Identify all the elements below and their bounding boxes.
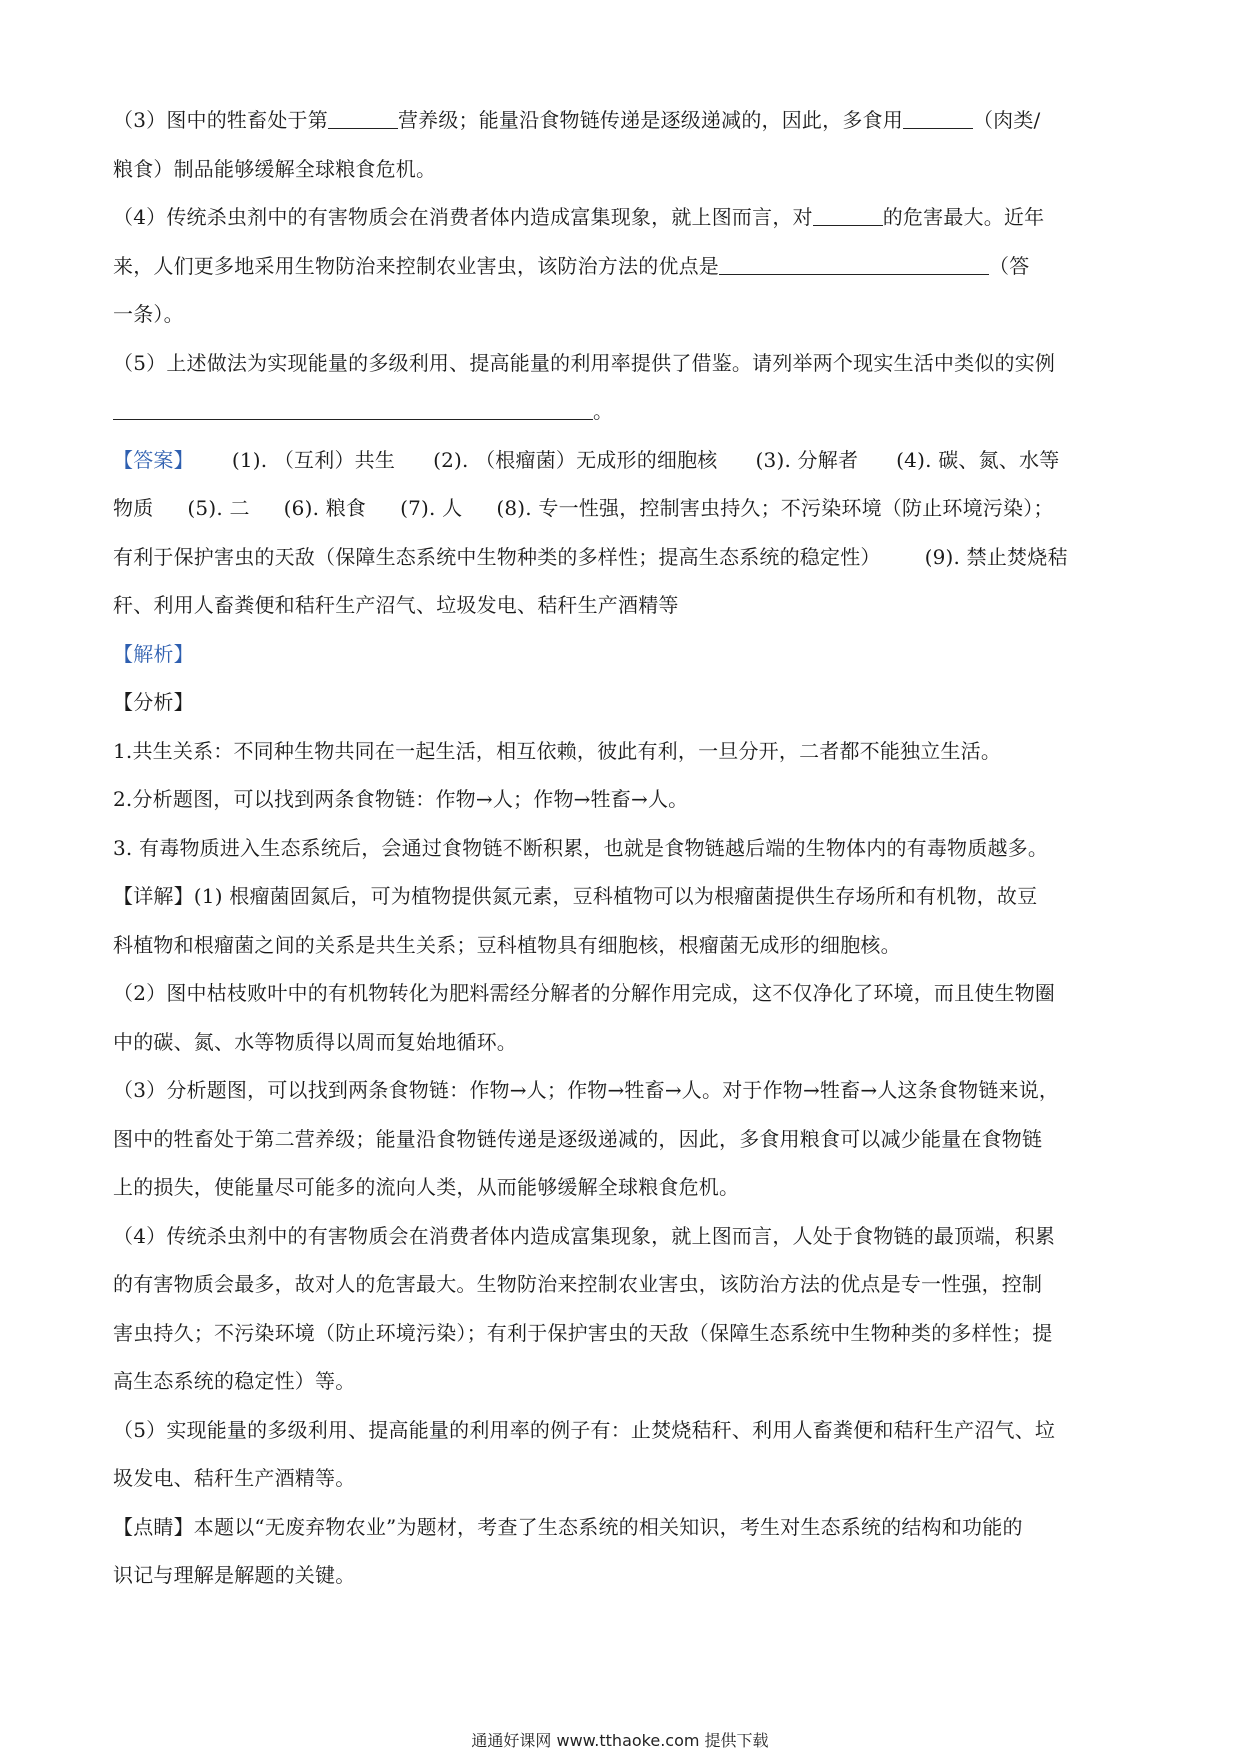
answer-label: 【答案】 bbox=[113, 447, 194, 472]
answer-1: (1). （互利）共生 bbox=[231, 447, 396, 472]
detail-1-line-2: 科植物和根瘤菌之间的关系是共生关系；豆科植物具有细胞核，根瘤菌无成形的细胞核。 bbox=[113, 932, 901, 957]
detail-4-line-3: 害虫持久；不污染环境（防止环境污染）；有利于保护害虫的天敌（保障生态系统中生物种类的多样性；提 bbox=[113, 1320, 1053, 1345]
answer-7: (7). 人 bbox=[400, 496, 463, 520]
q4-text-c: 来，人们更多地采用生物防治来控制农业害虫，该防治方法的优点是 bbox=[113, 253, 719, 278]
answer-9-part-1: (9). 禁止焚烧秸 bbox=[924, 544, 1068, 569]
q4-text-b: 的危害最大。近年 bbox=[882, 205, 1045, 229]
answer-9-part-2: 秆、利用人畜粪便和秸秆生产沼气、垃圾发电、秸秆生产酒精等 bbox=[113, 593, 679, 617]
answer-8-part-2: 有利于保护害虫的天敌（保障生态系统中生物种类的多样性；提高生态系统的稳定性） bbox=[113, 544, 881, 569]
answer-line-3 bbox=[113, 533, 1133, 582]
page-footer: 通通好课网 www.tthaoke.com 提供下载 bbox=[471, 1731, 769, 1750]
answer-line-1 bbox=[113, 436, 1133, 485]
detail-4-line-1: （4）传统杀虫剂中的有害物质会在消费者体内造成富集现象，就上图而言，人处于食物链的最顶端，积累 bbox=[113, 1223, 1056, 1248]
analysis-point-3: 3. 有毒物质进入生态系统后，会通过食物链不断积累，也就是食物链越后端的生物体内的有毒物质越多。 bbox=[113, 835, 1049, 860]
q5-blank bbox=[113, 399, 593, 420]
q5-line-1 bbox=[113, 339, 1133, 388]
detail-2-line-1: （2）图中枯枝败叶中的有机物转化为肥料需经分解者的分解作用完成，这不仅净化了环境，而且使生物圈 bbox=[113, 981, 1056, 1005]
q4-text-e: 一条）。 bbox=[113, 302, 184, 326]
q4-line-1 bbox=[113, 193, 1133, 242]
comment-line-2: 识记与理解是解题的关键。 bbox=[113, 1563, 356, 1587]
answer-6: (6). 粮食 bbox=[283, 496, 367, 520]
q4-line-3 bbox=[113, 290, 1133, 339]
detail-4-line-4: 高生态系统的稳定性）等。 bbox=[113, 1369, 356, 1393]
detail-5-line-1: （5）实现能量的多级利用、提高能量的利用率的例子有：止焚烧秸秆、利用人畜粪便和秸秆生产沼气、垃 bbox=[113, 1417, 1056, 1442]
answer-line-2 bbox=[113, 484, 1133, 533]
answer-2: (2). （根瘤菌）无成形的细胞核 bbox=[433, 447, 718, 472]
document-page bbox=[113, 96, 1133, 1600]
analysis-point-1: 1.共生关系：不同种生物共同在一起生活，相互依赖，彼此有利，一旦分开，二者都不能独立生活。 bbox=[113, 738, 1002, 763]
answer-line-4 bbox=[113, 581, 1133, 630]
detail-2-line-2: 中的碳、氮、水等物质得以周而复始地循环。 bbox=[113, 1029, 517, 1054]
q5-text-a: （5）上述做法为实现能量的多级利用、提高能量的利用率提供了借鉴。请列举两个现实生活中类似的实例 bbox=[113, 350, 1056, 375]
q4-text-d: （答 bbox=[989, 253, 1030, 278]
q3-text-c: （肉类/ bbox=[972, 108, 1041, 132]
q3-line-1 bbox=[113, 96, 1133, 145]
answer-5: (5). 二 bbox=[187, 496, 250, 520]
q3-blank-1 bbox=[328, 108, 398, 129]
q5-text-b: 。 bbox=[593, 399, 614, 423]
q5-line-2 bbox=[113, 387, 1133, 436]
detail-5-line-2: 圾发电、秸秆生产酒精等。 bbox=[113, 1466, 356, 1490]
analysis-point-2: 2.分析题图，可以找到两条食物链：作物→人；作物→牲畜→人。 bbox=[113, 787, 689, 811]
answer-4-part-2: 物质 bbox=[113, 496, 154, 520]
detail-3-line-1: （3）分析题图，可以找到两条食物链：作物→人；作物→牲畜→人。对于作物→牲畜→人这条食物链来说， bbox=[113, 1078, 1060, 1102]
comment-line-1: 【点睛】本题以“无废弃物农业”为题材，考查了生态系统的相关知识，考生对生态系统的结构和功能的 bbox=[113, 1514, 1023, 1539]
q3-blank-2 bbox=[903, 108, 973, 129]
q4-blank-1 bbox=[813, 205, 883, 226]
answer-8-part-1: (8). 专一性强，控制害虫持久；不污染环境（防止环境污染）； bbox=[496, 496, 1054, 520]
analysis-label: 【解析】 bbox=[113, 641, 194, 666]
q4-line-2 bbox=[113, 242, 1133, 291]
q4-blank-2 bbox=[719, 254, 989, 275]
detail-1-line-1: 【详解】(1) 根瘤菌固氮后，可为植物提供氮元素，豆科植物可以为根瘤菌提供生存场所和有机物，故豆 bbox=[113, 884, 1038, 908]
answer-3: (3). 分解者 bbox=[755, 447, 859, 472]
detail-3-line-2: 图中的牲畜处于第二营养级；能量沿食物链传递是逐级递减的，因此，多食用粮食可以减少能量在食物链 bbox=[113, 1126, 1043, 1151]
q3-text-a: （3）图中的牲畜处于第 bbox=[113, 108, 328, 132]
answer-4-part-1: (4). 碳、氮、水等 bbox=[896, 447, 1060, 472]
detail-4-line-2: 的有害物质会最多，故对人的危害最大。生物防治来控制农业害虫，该防治方法的优点是专一性强，控制 bbox=[113, 1272, 1043, 1296]
q3-line-2 bbox=[113, 145, 1133, 194]
q4-text-a: （4）传统杀虫剂中的有害物质会在消费者体内造成富集现象，就上图而言，对 bbox=[113, 205, 813, 229]
analysis-sub-label: 【分析】 bbox=[113, 690, 194, 714]
q3-text-d: 粮食）制品能够缓解全球粮食危机。 bbox=[113, 156, 437, 181]
detail-3-line-3: 上的损失，使能量尽可能多的流向人类，从而能够缓解全球粮食危机。 bbox=[113, 1175, 740, 1199]
q3-text-b: 营养级；能量沿食物链传递是逐级递减的，因此，多食用 bbox=[397, 108, 903, 132]
